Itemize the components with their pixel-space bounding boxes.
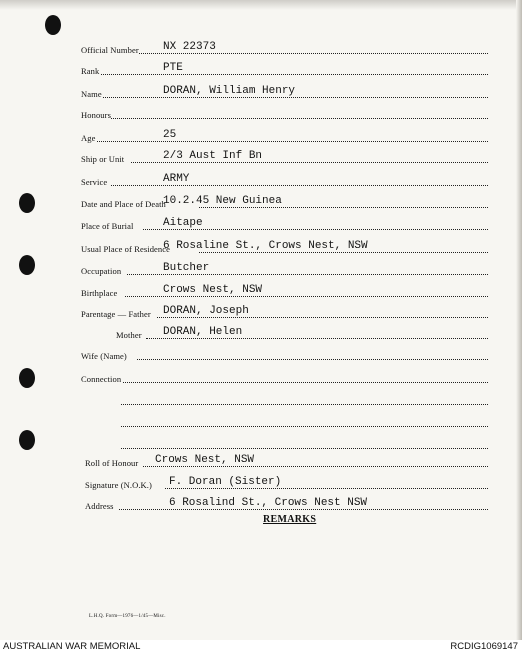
field-age	[81, 125, 488, 143]
footer-institution: AUSTRALIAN WAR MEMORIAL	[3, 641, 141, 652]
field-roll-of-honour	[85, 450, 488, 468]
field-honours	[81, 102, 488, 120]
field-value: 10.2.45 New Guinea	[163, 195, 282, 207]
dotted-line	[121, 448, 488, 449]
field-value: Butcher	[163, 262, 210, 274]
dotted-line	[199, 207, 488, 208]
field-value: ARMY	[163, 173, 190, 185]
field-label: Age	[81, 133, 96, 143]
field-label: Date and Place of Death	[81, 199, 166, 209]
field-usual-residence	[81, 236, 488, 254]
field-service	[81, 169, 488, 187]
dotted-line	[103, 97, 488, 98]
field-label: Mother	[116, 330, 142, 340]
field-value: F. Doran (Sister)	[169, 476, 282, 488]
field-value: DORAN, Helen	[163, 326, 243, 338]
field-address	[85, 493, 488, 511]
punch-hole-4	[19, 430, 35, 450]
dotted-line	[137, 359, 488, 360]
dotted-line	[199, 252, 488, 253]
field-label: Honours	[81, 110, 111, 120]
field-value: 2/3 Aust Inf Bn	[163, 150, 263, 162]
footer-bar	[0, 640, 522, 654]
field-signature-nok	[85, 472, 488, 490]
dotted-line	[131, 162, 488, 163]
field-value: 6 Rosalind St., Crows Nest NSW	[169, 497, 368, 509]
field-ship-or-unit	[81, 146, 488, 164]
field-label: Ship or Unit	[81, 154, 125, 164]
footer-record-id: RCDIG1069147	[450, 641, 518, 652]
dotted-line	[125, 296, 488, 297]
dotted-line	[97, 141, 488, 142]
field-official-number	[81, 37, 488, 55]
field-label: Birthplace	[81, 288, 118, 298]
field-value: DORAN, William Henry	[163, 85, 296, 97]
dotted-line	[111, 118, 488, 119]
field-mother	[116, 322, 488, 340]
field-value: Crows Nest, NSW	[163, 284, 263, 296]
field-value: Crows Nest, NSW	[155, 454, 255, 466]
field-wife-name	[81, 343, 488, 361]
field-value: 6 Rosaline St., Crows Nest, NSW	[163, 240, 368, 252]
field-label: Occupation	[81, 266, 122, 276]
dotted-line	[121, 426, 488, 427]
field-connection-line-3	[121, 410, 488, 428]
field-label: Service	[81, 177, 108, 187]
field-label: Place of Burial	[81, 221, 134, 231]
punch-hole-top	[45, 15, 61, 35]
dotted-line	[146, 338, 488, 339]
field-label: Address	[85, 501, 114, 511]
field-value: PTE	[163, 62, 183, 74]
dotted-line	[123, 382, 488, 383]
field-connection-line-2	[121, 388, 488, 406]
field-label: Connection	[81, 374, 122, 384]
form-reference: L.H.Q. Form—1976—1/45—Misc.	[89, 614, 166, 619]
dotted-line	[119, 509, 488, 510]
field-occupation	[81, 258, 488, 276]
field-connection-line-4	[121, 432, 488, 450]
field-label: Roll of Honour	[85, 458, 139, 468]
field-value: 25	[163, 129, 177, 141]
field-label: Usual Place of Residence	[81, 244, 171, 254]
dotted-line	[143, 229, 488, 230]
dotted-line	[139, 53, 488, 54]
dotted-line	[101, 74, 488, 75]
field-place-of-burial	[81, 213, 488, 231]
field-label: Parentage — Father	[81, 309, 151, 319]
field-date-place-of-death	[81, 191, 488, 209]
dotted-line	[143, 466, 488, 467]
dotted-line	[121, 404, 488, 405]
dotted-line	[127, 274, 488, 275]
field-label: Wife (Name)	[81, 351, 127, 361]
field-birthplace	[81, 280, 488, 298]
punch-hole-1	[19, 193, 35, 213]
field-label: Official Number	[81, 45, 139, 55]
field-value: NX 22373	[163, 41, 216, 53]
dotted-line	[111, 185, 488, 186]
field-label: Signature (N.O.K.)	[85, 480, 152, 490]
field-father	[81, 301, 488, 319]
field-value: Aitape	[163, 217, 203, 229]
punch-hole-3	[19, 368, 35, 388]
scan-top-edge	[0, 0, 522, 10]
field-connection	[81, 366, 488, 384]
field-label: Name	[81, 89, 102, 99]
field-value: DORAN, Joseph	[163, 305, 249, 317]
remarks-heading: REMARKS	[263, 514, 317, 525]
field-name	[81, 81, 488, 99]
field-label: Rank	[81, 66, 100, 76]
scan-right-edge	[516, 0, 522, 640]
field-rank	[81, 58, 488, 76]
dotted-line	[165, 488, 488, 489]
punch-hole-2	[19, 255, 35, 275]
dotted-line	[157, 317, 488, 318]
